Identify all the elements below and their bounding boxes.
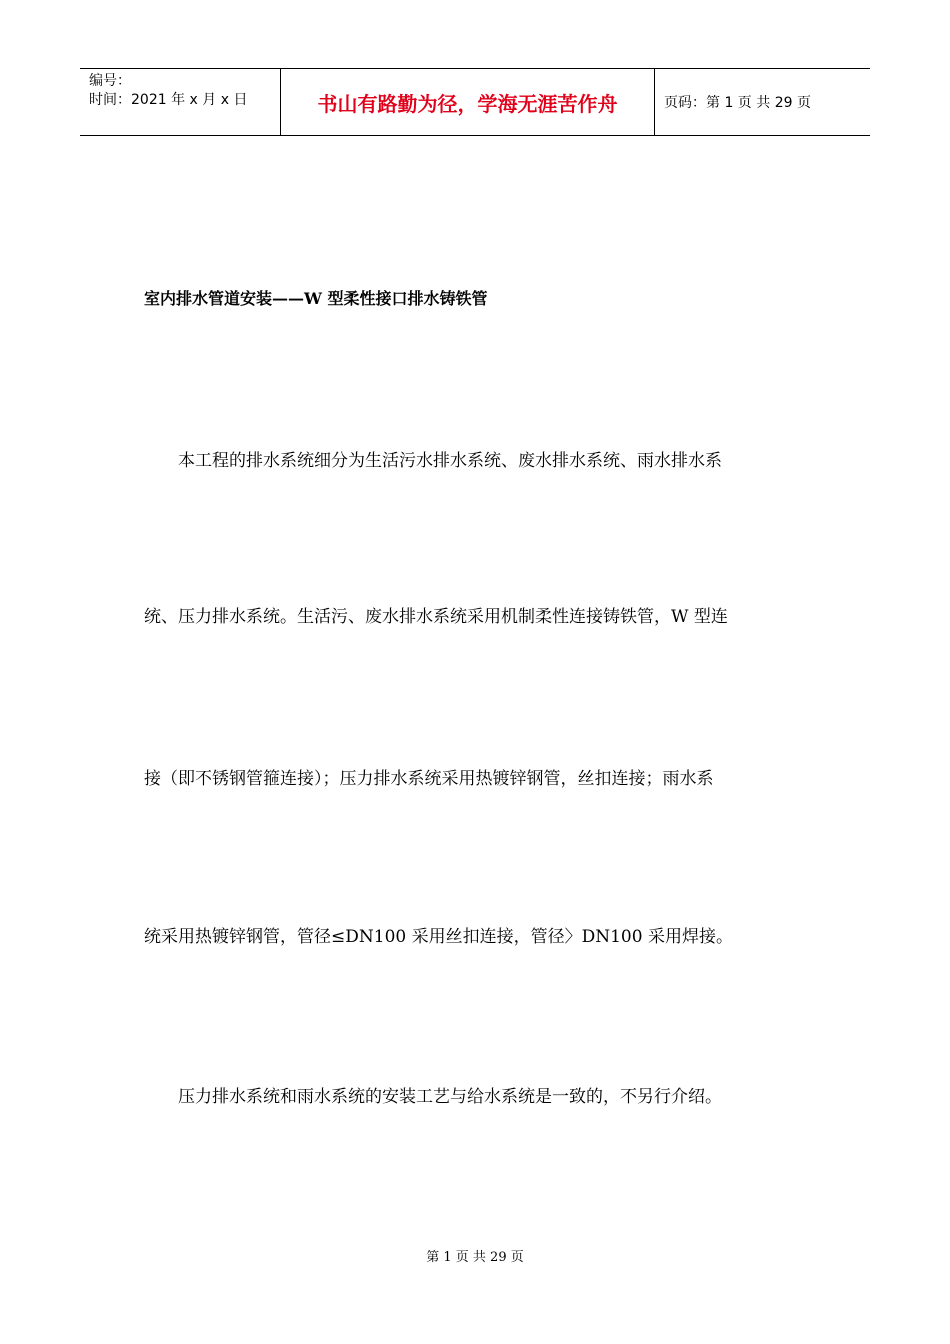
header-meta-cell xyxy=(80,69,281,135)
body-line: 统、压力排水系统。生活污、废水排水系统采用机制柔性连接铸铁管，W 型连 xyxy=(144,607,728,627)
document-title: 室内排水管道安装——W 型柔性接口排水铸铁管 xyxy=(144,289,488,308)
document-header xyxy=(80,68,870,136)
page-footer: 第 1 页 共 29 页 xyxy=(426,1250,524,1265)
header-page-info: 页码：第 1 页 共 29 页 xyxy=(664,95,811,111)
header-code-label: 编号： xyxy=(89,73,131,89)
header-date-label: 时间：2021 年 x 月 x 日 xyxy=(89,92,248,108)
body-line: 压力排水系统和雨水系统的安装工艺与给水系统是一致的，不另行介绍。 xyxy=(144,1087,722,1107)
body-line: 接（即不锈钢管箍连接）；压力排水系统采用热镀锌钢管，丝扣连接；雨水系 xyxy=(144,769,714,789)
body-line: 统采用热镀锌钢管，管径≤DN100 采用丝扣连接，管径〉DN100 采用焊接。 xyxy=(144,927,733,947)
header-motto: 书山有路勤为径，学海无涯苦作舟 xyxy=(281,69,655,135)
body-line: 本工程的排水系统细分为生活污水排水系统、废水排水系统、雨水排水系 xyxy=(144,451,722,471)
